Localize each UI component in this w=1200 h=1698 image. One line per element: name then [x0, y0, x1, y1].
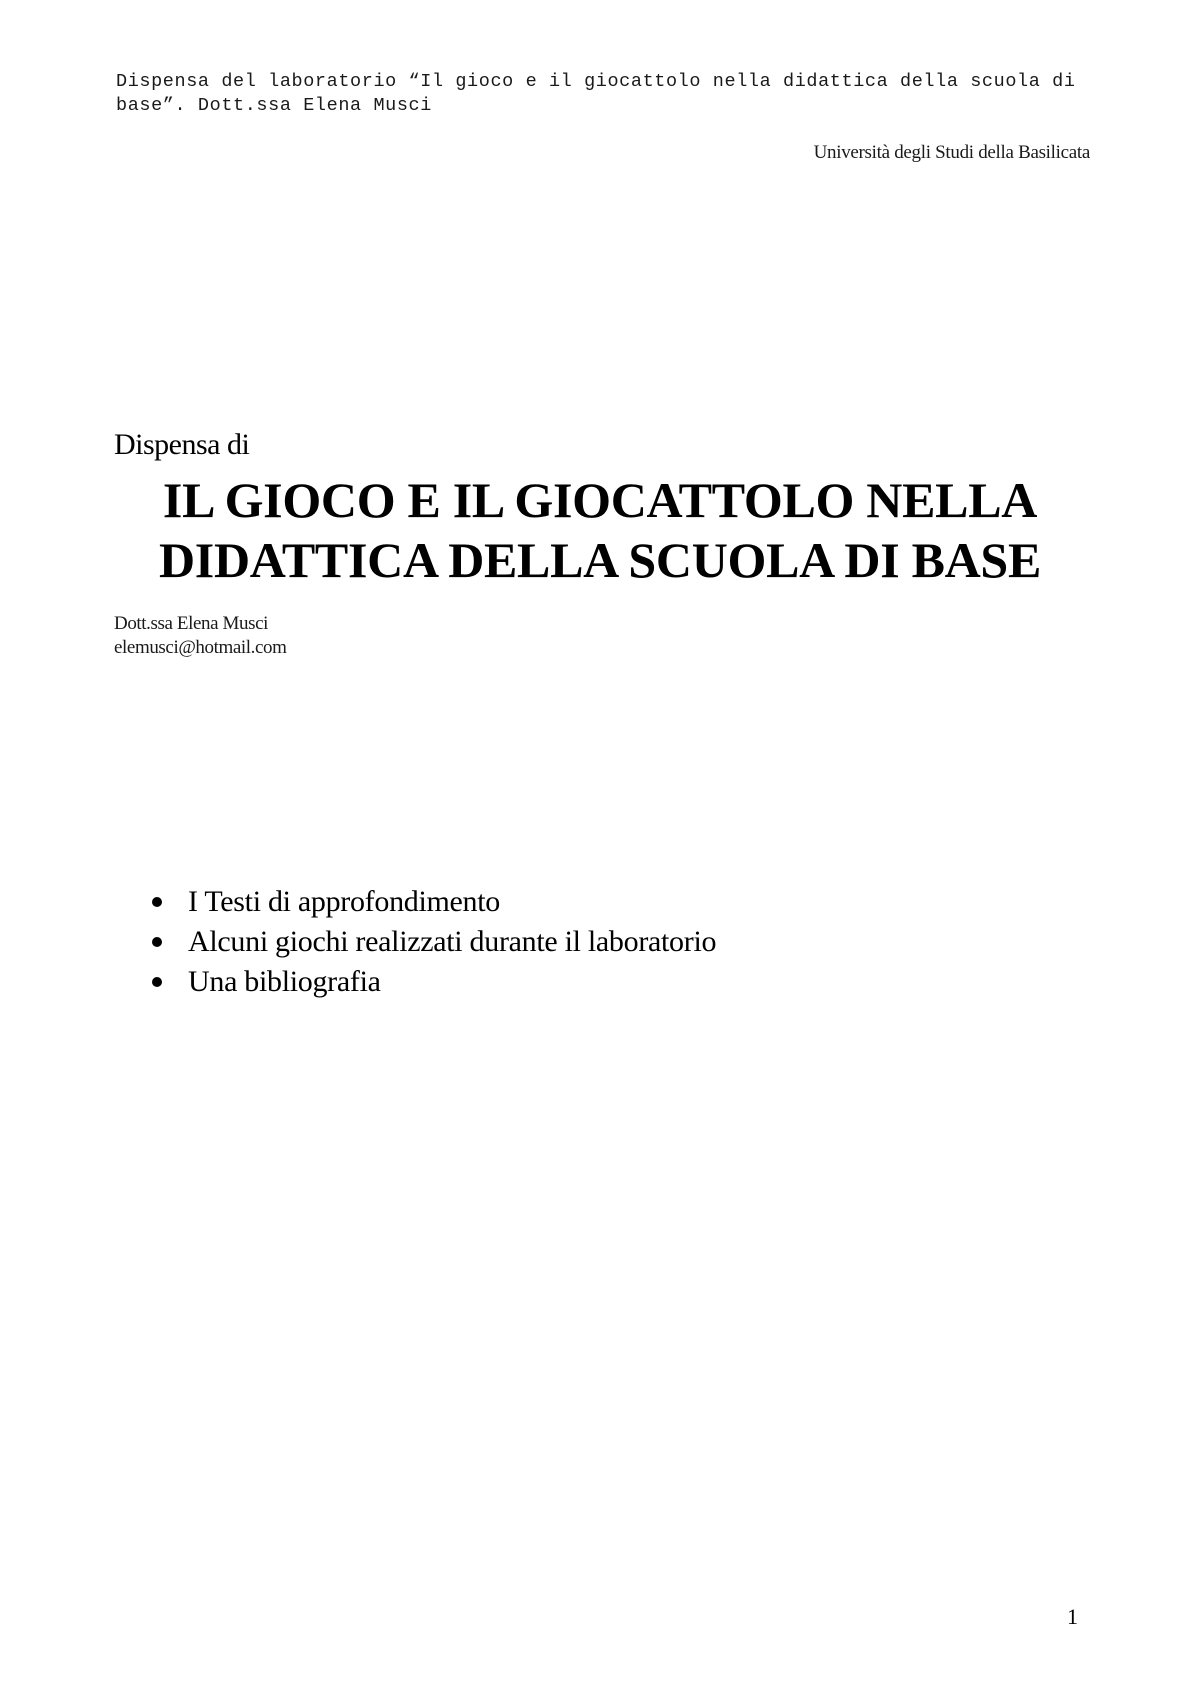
page-title: [0, 470, 1200, 590]
institution-name: Università degli Studi della Basilicata: [813, 142, 1090, 163]
title-kicker: Dispensa di: [114, 428, 250, 461]
author-name: Dott.ssa Elena Musci: [114, 613, 269, 634]
author-email: elemusci@hotmail.com: [114, 637, 287, 658]
author-block: [114, 612, 287, 660]
running-header: Dispensa del laboratorio “Il gioco e il giocattolo nella didattica della scuola di base”. Dott.ssa Elena Musci: [116, 71, 1088, 116]
list-item: [150, 922, 716, 962]
list-item-label: Alcuni giochi realizzati durante il laboratorio: [188, 925, 717, 958]
bullet-icon: [152, 897, 162, 907]
bullet-icon: [152, 977, 162, 987]
page-title-line-2: DIDATTICA DELLA SCUOLA DI BASE: [159, 532, 1041, 588]
list-item: [150, 962, 716, 1002]
contents-list: [150, 882, 716, 1002]
list-item: [150, 882, 716, 922]
bullet-icon: [152, 937, 162, 947]
list-item-label: I Testi di approfondimento: [188, 885, 500, 918]
page-title-line-1: IL GIOCO E IL GIOCATTOLO NELLA: [162, 472, 1038, 528]
page-number: 1: [1067, 1604, 1078, 1629]
list-item-label: Una bibliografia: [188, 965, 381, 998]
